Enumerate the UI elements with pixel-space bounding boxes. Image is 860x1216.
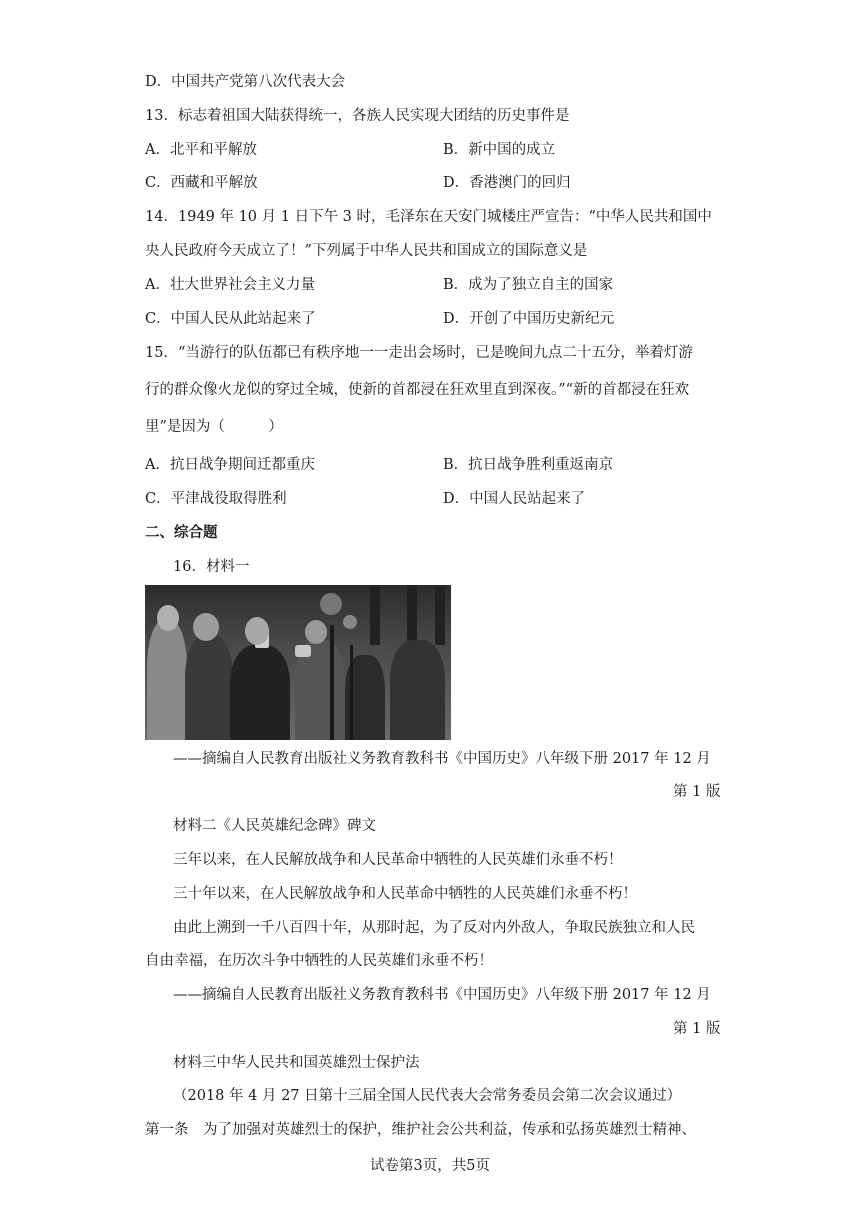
material2-source-line2: 第 1 版	[673, 1021, 721, 1037]
option-15-d: D．中国人民站起来了	[443, 491, 586, 507]
question-15-stem-line2: 行的群众像火龙似的穿过全城，使新的首都浸在狂欢里直到深夜。”“新的首都浸在狂欢	[145, 382, 690, 398]
material2-title: 材料二《人民英雄纪念碑》碑文	[173, 818, 376, 834]
founding-ceremony-photo	[145, 585, 451, 740]
material3-article1: 第一条 为了加强对英雄烈士的保护，维护社会公共利益，传承和弘扬英雄烈士精神、	[145, 1122, 696, 1138]
page-footer: 试卷第3页，共5页	[370, 1158, 490, 1174]
section-heading: 二、综合题	[145, 525, 218, 541]
material1-source-line1: ——摘编自人民教育出版社义务教育教科书《中国历史》八年级下册 2017 年 12 月	[173, 751, 711, 767]
option-13-d: D．香港澳门的回归	[443, 175, 571, 191]
option-14-d: D．开创了中国历史新纪元	[443, 311, 615, 327]
option-14-b: B．成为了独立自主的国家	[443, 277, 614, 293]
material3-note: （2018 年 4 月 27 日第十三届全国人民代表大会常务委员会第二次会议通过）	[173, 1088, 682, 1104]
material2-text-line4: 自由幸福，在历次斗争中牺牲的人民英雄们永垂不朽！	[145, 953, 493, 969]
option-15-c: C．平津战役取得胜利	[145, 491, 287, 507]
material1-source-line2: 第 1 版	[673, 784, 721, 800]
option-15-a: A．抗日战争期间迁都重庆	[145, 457, 315, 473]
question-14-stem-line1: 14．1949 年 10 月 1 日下午 3 时，毛泽东在天安门城楼庄严宣告：“中华人民共和国中	[145, 209, 712, 225]
question-15-stem-line1: 15．“当游行的队伍都已有秩序地一一走出会场时，已是晚间九点二十五分，举着灯游	[145, 345, 693, 361]
material2-text-line1: 三年以来，在人民解放战争和人民革命中牺牲的人民英雄们永垂不朽！	[173, 852, 623, 868]
option-12-d: D．中国共产党第八次代表大会	[145, 74, 346, 90]
option-15-b: B．抗日战争胜利重返南京	[443, 457, 614, 473]
material2-text-line2: 三十年以来，在人民解放战争和人民革命中牺牲的人民英雄们永垂不朽！	[173, 886, 637, 902]
option-13-c: C．西藏和平解放	[145, 175, 258, 191]
question-16-label: 16．材料一	[173, 559, 250, 575]
option-14-a: A．壮大世界社会主义力量	[145, 277, 315, 293]
question-15-stem-line3: 里”是因为（ ）	[145, 419, 283, 435]
question-13-stem: 13．标志着祖国大陆获得统一，各族人民实现大团结的历史事件是	[145, 108, 570, 124]
material2-text-line3: 由此上溯到一千八百四十年，从那时起，为了反对内外敌人，争取民族独立和人民	[173, 920, 695, 936]
question-14-stem-line2: 央人民政府今天成立了！”下列属于中华人民共和国成立的国际意义是	[145, 243, 588, 259]
option-13-b: B．新中国的成立	[443, 142, 556, 158]
option-14-c: C．中国人民从此站起来了	[145, 311, 316, 327]
material3-title: 材料三中华人民共和国英雄烈士保护法	[173, 1055, 420, 1071]
option-13-a: A．北平和平解放	[145, 142, 257, 158]
material2-source-line1: ——摘编自人民教育出版社义务教育教科书《中国历史》八年级下册 2017 年 12 月	[173, 987, 711, 1003]
